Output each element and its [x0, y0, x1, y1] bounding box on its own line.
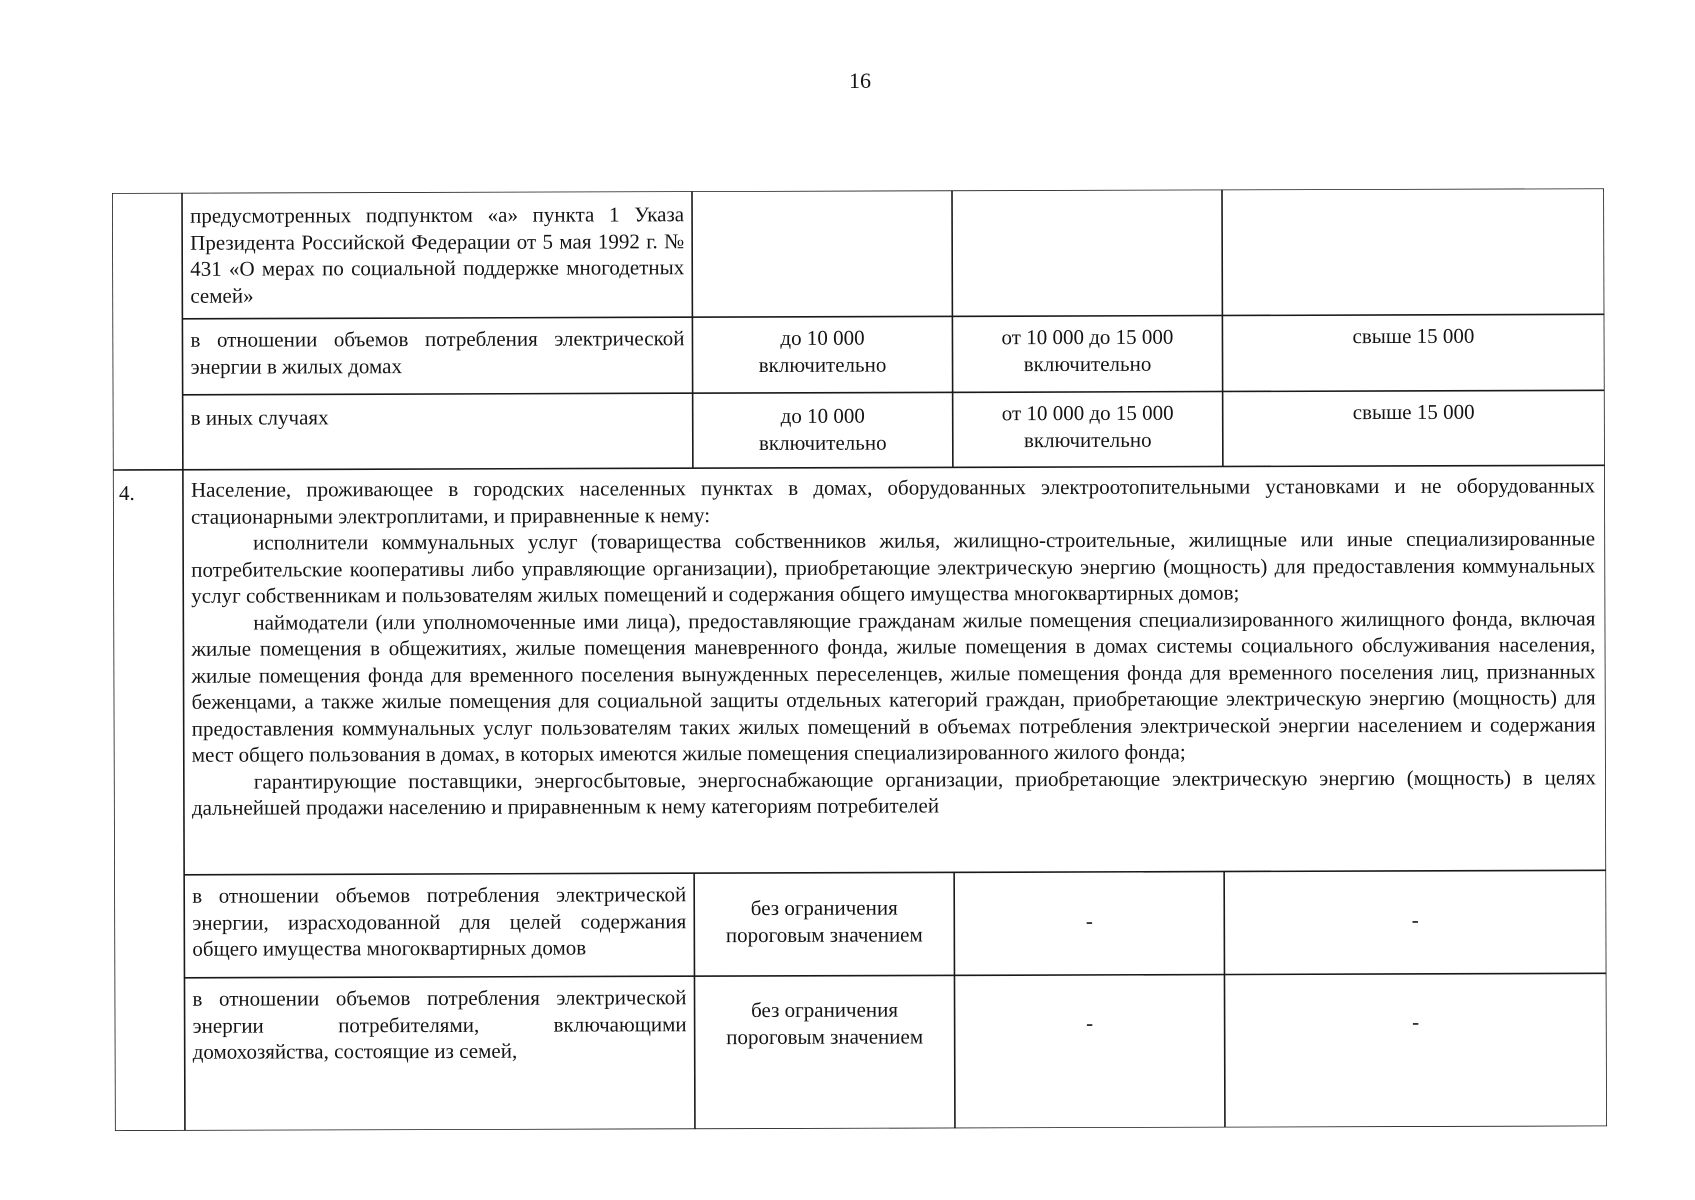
tariff-table: [112, 188, 1607, 1131]
range-cell-1: без ограничения пороговым значением: [725, 895, 923, 947]
range-cell-2: -: [1085, 908, 1093, 933]
range-cell-1: без ограничения пороговым значением: [726, 997, 924, 1049]
header-text: предусмотренных подпунктом «а» пункта 1 Указа Президента Российской Федерации от 5 мая 1992 г. № 431 «О мерах по социальной поддержке многодетных семей»: [190, 202, 685, 308]
paragraph: Население, проживающее в городских населенных пунктах в домах, оборудованных электроотопительными установками и не оборудованных стационарными электроплитами, и приравненные к нему:: [190, 473, 1595, 529]
range-cell-3: свыше 15 000: [1352, 399, 1475, 425]
section4-description: [191, 472, 1596, 821]
paragraph: наймодатели (или уполномоченные ими лица), предоставляющие гражданам жилые помещения специализированного жилищного фонда, включая жилые помещения в общежитиях, жилые помещения маневренного фонда, жилые помещения в домах системы социального обслуживания населения, жилые помещения фонда для временного поселения вынужденных переселенцев, жилые помещения фонда для временного поселения лиц, признанных беженцами, а также жилые помещения для социальной защиты отдельных категорий граждан, приобретающие электрическую энергию (мощность) для предоставления коммунальных услуг пользователям таких жилых помещений в объемах потребления электрической энергии населением и содержания мест общего пользования в домах, в которых имеются жилые помещения специализированного жилого фонда;: [191, 605, 1596, 767]
range-cell-2: от 10 000 до 15 000 включительно: [1001, 324, 1174, 376]
range-cell-3: -: [1411, 907, 1419, 932]
row-number: 4.: [118, 480, 135, 505]
range-cell-2: от 10 000 до 15 000 включительно: [1001, 400, 1174, 452]
range-cell-2: -: [1086, 1010, 1094, 1035]
row-label: в отношении объемов потребления электрической энергии в жилых домах: [190, 326, 685, 379]
range-cell-1: до 10 000 включительно: [758, 325, 887, 377]
paragraph: гарантирующие поставщики, энергосбытовые, энергоснабжающие организации, приобретающие электрическую энергию (мощность) в целях дальнейшей продажи населению и приравненным к нему категориям потребителей: [191, 764, 1596, 820]
header-text-cell: [190, 201, 684, 309]
range-cell-1: до 10 000 включительно: [758, 403, 887, 455]
row-label: в иных случаях: [190, 405, 329, 430]
range-cell-3: -: [1412, 1009, 1420, 1034]
page-number: 16: [849, 68, 871, 93]
paragraph: исполнители коммунальных услуг (товарищества собственников жилья, жилищно-строительные, жилищные или иные специализированные потребительские кооперативы либо управляющие организации), приобретающие электрическую энергию (мощность) для предоставления коммунальных услуг собственникам и пользователям жилых помещений и содержания общего имущества многоквартирных домов;: [191, 526, 1596, 608]
range-cell-3: свыше 15 000: [1352, 323, 1475, 349]
row-label: в отношении объемов потребления электрической энергии, израсходованной для целей содержания общего имущества многоквартирных домов: [192, 882, 687, 961]
row-label: в отношении объемов потребления электрической энергии потребителями, включающими домохозяйства, состоящие из семей,: [192, 985, 687, 1064]
